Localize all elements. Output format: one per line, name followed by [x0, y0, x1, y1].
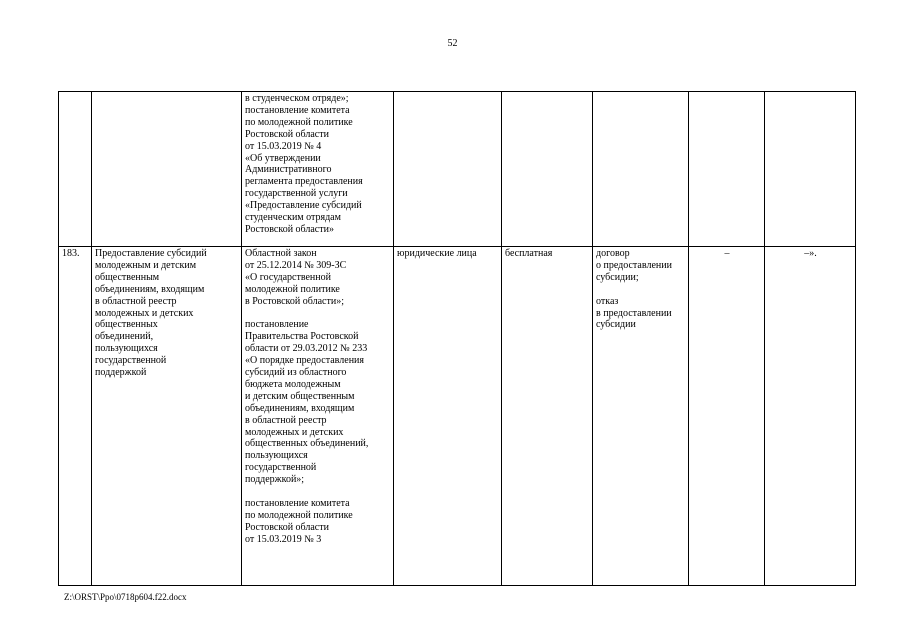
- result-line: субсидии: [596, 319, 636, 331]
- result-line: [596, 284, 686, 296]
- legal-basis-line: объединениям, входящим: [245, 402, 355, 414]
- legal-basis-line: по молодежной политике: [245, 116, 353, 128]
- dash-cell: –».: [765, 247, 856, 586]
- fee-cell: [502, 92, 593, 247]
- row-number-cell: [59, 92, 92, 247]
- fee-cell: бесплатная: [502, 247, 593, 586]
- legal-basis-line: пользующихся: [245, 450, 308, 462]
- legal-basis-line: в Ростовской области»;: [245, 295, 344, 307]
- table-row: [59, 92, 856, 247]
- legal-basis-line: студенческим отрядам: [245, 212, 341, 224]
- legal-basis-line: Ростовской области: [245, 128, 329, 140]
- service-name-line: поддержкой: [95, 367, 147, 379]
- service-name-cell: [92, 247, 242, 586]
- legal-basis-line: Административного: [245, 164, 332, 176]
- row-number-cell: 183.: [59, 247, 92, 586]
- result-line: договор: [596, 248, 630, 259]
- service-name-line: общественных: [95, 319, 158, 331]
- service-name-line: пользующихся: [95, 343, 158, 355]
- legal-basis-line: «О порядке предоставления: [245, 355, 364, 367]
- service-name-line: молодежным и детским: [95, 259, 197, 271]
- page-number: 52: [447, 38, 458, 49]
- legal-basis-line: «Предоставление субсидий: [245, 200, 362, 212]
- legal-basis-line: Правительства Ростовской: [245, 331, 359, 343]
- legal-basis-line: молодежных и детских: [245, 426, 344, 438]
- recipients-cell: юридические лица: [394, 247, 502, 586]
- legal-basis-cell: [242, 247, 394, 586]
- result-cell: [593, 92, 689, 247]
- service-name-line: Предоставление субсидий: [95, 248, 207, 259]
- legal-basis-line: Областной закон: [245, 248, 317, 259]
- result-line: субсидии;: [596, 271, 639, 283]
- service-name-line: объединениям, входящим: [95, 283, 205, 295]
- legal-basis-line: «Об утверждении: [245, 152, 321, 164]
- legal-basis-line: постановление комитета: [245, 498, 350, 509]
- legal-basis-line: постановление комитета: [245, 104, 350, 116]
- service-name-line: государственной: [95, 355, 167, 367]
- service-name-cell: [92, 92, 242, 247]
- legal-basis-line: в студенческом отряде»;: [245, 93, 349, 104]
- service-name-line: объединений,: [95, 331, 154, 343]
- legal-basis-line: [245, 486, 391, 498]
- legal-basis-line: субсидий из областного: [245, 367, 347, 379]
- dash-cell: [765, 92, 856, 247]
- legal-basis-line: от 15.03.2019 № 3: [245, 533, 322, 545]
- legal-basis-line: от 25.12.2014 № 309-ЗС: [245, 259, 347, 271]
- legal-basis-line: в областной реестр: [245, 414, 327, 426]
- legal-basis-line: от 15.03.2019 № 4: [245, 140, 322, 152]
- result-line: отказ: [596, 295, 619, 307]
- legal-basis-line: Ростовской области»: [245, 223, 334, 235]
- legal-basis-line: по молодежной политике: [245, 509, 353, 521]
- result-cell: [593, 247, 689, 586]
- file-path-footer: Z:\ORST\Ppo\0718p604.f22.docx: [64, 592, 187, 602]
- legal-basis-line: [245, 308, 391, 320]
- table-row: [59, 247, 856, 586]
- services-table: [58, 91, 856, 586]
- dash-cell: –: [689, 247, 765, 586]
- legal-basis-line: молодежной политике: [245, 283, 340, 295]
- dash-cell: [689, 92, 765, 247]
- legal-basis-line: области от 29.03.2012 № 233: [245, 343, 368, 355]
- result-line: о предоставлении: [596, 259, 672, 271]
- service-name-line: общественным: [95, 271, 160, 283]
- legal-basis-line: бюджета молодежным: [245, 378, 341, 390]
- legal-basis-line: регламента предоставления: [245, 176, 363, 188]
- service-name-line: в областной реестр: [95, 295, 177, 307]
- legal-basis-cell: [242, 92, 394, 247]
- legal-basis-line: и детским общественным: [245, 390, 355, 402]
- legal-basis-line: «О государственной: [245, 271, 331, 283]
- legal-basis-line: государственной: [245, 462, 317, 474]
- legal-basis-line: поддержкой»;: [245, 474, 305, 486]
- legal-basis-line: постановление: [245, 319, 309, 331]
- legal-basis-line: Ростовской области: [245, 521, 329, 533]
- legal-basis-line: общественных объединений,: [245, 438, 369, 450]
- service-name-line: молодежных и детских: [95, 307, 194, 319]
- recipients-cell: [394, 92, 502, 247]
- legal-basis-line: государственной услуги: [245, 188, 348, 200]
- result-line: в предоставлении: [596, 307, 672, 319]
